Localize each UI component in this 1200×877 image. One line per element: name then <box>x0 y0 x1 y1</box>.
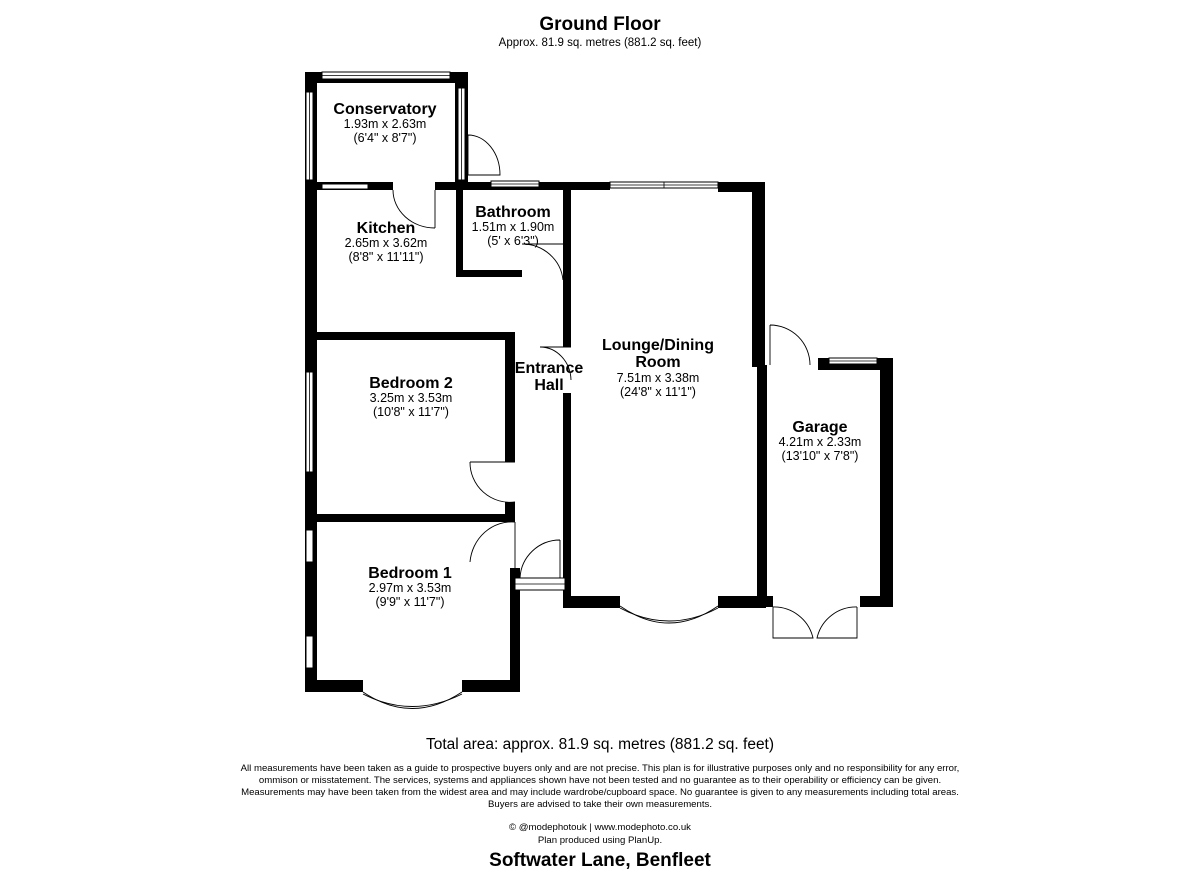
room-dim-metric: 2.97m x 3.53m <box>368 581 452 595</box>
disclaimer-line: Measurements may have been taken from the widest area and may include wardrobe/cupboard space. No guarantee is given to any measurements including total areas. <box>241 787 959 799</box>
room-dim-metric: 3.25m x 3.53m <box>369 391 453 405</box>
room-dim-metric: 7.51m x 3.38m <box>616 371 700 385</box>
room-name-line2: Room <box>635 354 681 371</box>
room-name: Bathroom <box>475 204 551 221</box>
room-name-line1: Entrance <box>514 360 584 377</box>
room-bathroom <box>472 204 555 248</box>
room-bedroom-1 <box>368 565 452 609</box>
room-name: Kitchen <box>356 220 416 237</box>
floor-area-subtitle: Approx. 81.9 sq. metres (881.2 sq. feet) <box>498 37 702 49</box>
room-lounge-dining <box>602 337 714 399</box>
room-entrance-hall <box>515 360 584 394</box>
room-name: Conservatory <box>333 101 437 118</box>
room-dim-imperial: (5' x 6'3") <box>487 234 539 248</box>
room-garage <box>779 419 862 463</box>
room-dim-imperial: (10'8" x 11'7") <box>373 405 449 419</box>
room-kitchen <box>345 220 428 264</box>
credit-line: © @modephotouk | www.modephoto.co.uk <box>509 822 691 833</box>
room-dim-metric: 1.93m x 2.63m <box>343 117 427 131</box>
disclaimer-line: Buyers are advised to take their own measurements. <box>488 799 712 811</box>
room-bedroom-2 <box>369 375 453 419</box>
room-dim-imperial: (8'8" x 11'11") <box>348 250 424 264</box>
floor-title: Ground Floor <box>539 14 661 35</box>
room-name-line1: Lounge/Dining <box>602 337 714 354</box>
disclaimer <box>0 763 1200 811</box>
room-dim-imperial: (9'9" x 11'7") <box>375 595 445 609</box>
room-name: Bedroom 1 <box>368 565 452 582</box>
room-name: Bedroom 2 <box>369 375 453 392</box>
room-conservatory <box>333 101 436 145</box>
room-dim-imperial: (13'10" x 7'8") <box>781 449 859 463</box>
room-dim-metric: 1.51m x 1.90m <box>471 220 555 234</box>
room-dim-imperial: (24'8" x 11'1") <box>620 385 696 399</box>
room-dim-metric: 2.65m x 3.62m <box>344 236 428 250</box>
disclaimer-line: ommison or misstatement. The services, systems and appliances shown have not been tested and no guarantee as to their operability or efficiency can be given. <box>258 775 942 787</box>
room-name: Garage <box>792 419 848 436</box>
produced-by-line: Plan produced using PlanUp. <box>537 835 663 846</box>
room-dim-metric: 4.21m x 2.33m <box>778 435 862 449</box>
disclaimer-line: All measurements have been taken as a guide to prospective buyers only and are not precise. This plan is for illustrative purposes only and no responsibility for any error, <box>240 763 960 774</box>
property-address: Softwater Lane, Benfleet <box>489 850 711 871</box>
total-area: Total area: approx. 81.9 sq. metres (881.2 sq. feet) <box>425 736 775 753</box>
room-dim-imperial: (6'4" x 8'7") <box>353 131 417 145</box>
room-name-line2: Hall <box>534 377 564 394</box>
